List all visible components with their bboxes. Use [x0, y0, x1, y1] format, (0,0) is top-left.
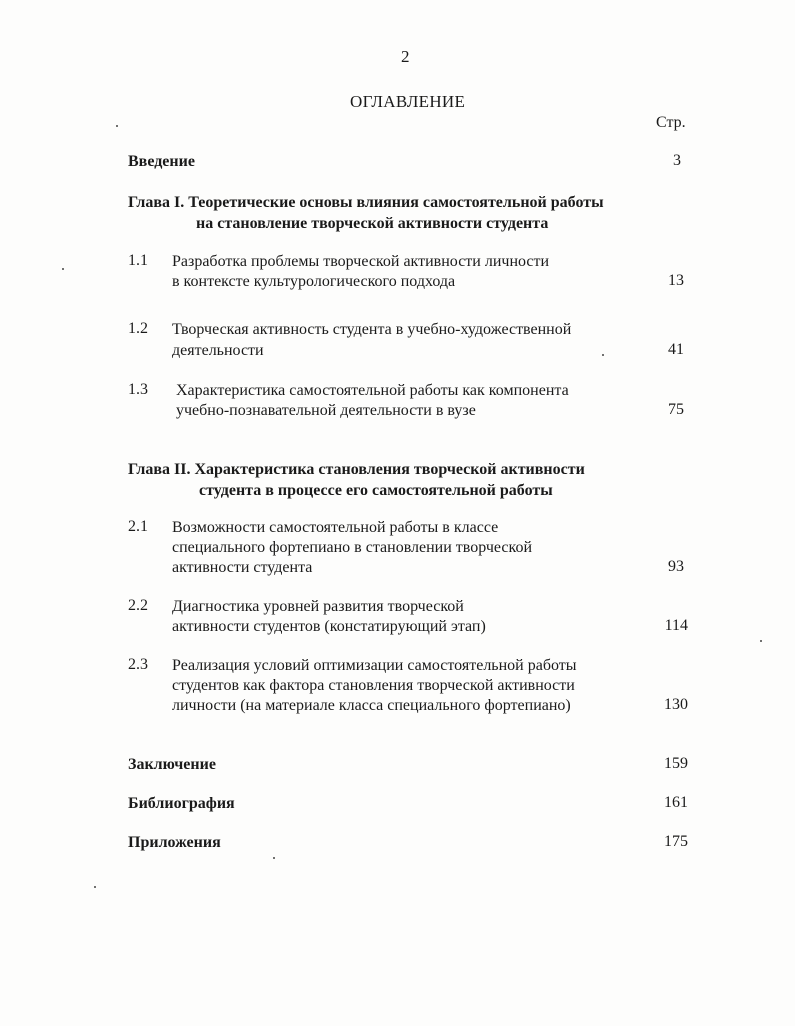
page-number: 2 — [401, 47, 410, 66]
section-title-line: в контексте культурологического подхода — [172, 273, 456, 290]
scan-speck — [602, 354, 604, 356]
section-title-line: специального фортепиано в становлении творческой — [172, 539, 533, 556]
chapter-1-heading-line1: Глава I. Теоретические основы влияния самостоятельной работы — [128, 194, 604, 211]
section-title-line: активности студента — [172, 559, 313, 576]
section-title-line: деятельности — [172, 342, 264, 359]
toc-entry-conclusion-label: Заключение — [128, 756, 216, 773]
section-page: 130 — [664, 696, 688, 713]
section-title-line: Разработка проблемы творческой активности личности — [172, 253, 550, 270]
scan-speck — [760, 640, 762, 642]
toc-entry-appendices-page: 175 — [664, 833, 688, 850]
section-page: 93 — [668, 558, 684, 575]
toc-title: ОГЛАВЛЕНИЕ — [350, 92, 466, 111]
scan-speck — [62, 268, 64, 270]
scan-speck — [273, 857, 275, 859]
section-page: 41 — [668, 341, 684, 358]
section-page: 13 — [668, 272, 684, 289]
page-column-header: Стр. — [656, 114, 686, 131]
toc-entry-appendices-label: Приложения — [128, 834, 221, 851]
scan-speck — [116, 125, 118, 127]
toc-entry-bibliography-page: 161 — [664, 794, 688, 811]
section-page: 75 — [668, 401, 684, 418]
chapter-2-heading-line1: Глава II. Характеристика становления творческой активности — [128, 461, 585, 478]
section-number: 1.3 — [128, 381, 148, 398]
section-page: 114 — [664, 617, 688, 634]
section-title-line: личности (на материале класса специального фортепиано) — [172, 697, 571, 714]
toc-entry-conclusion-page: 159 — [664, 755, 688, 772]
section-title-line: Характеристика самостоятельной работы как компонента — [176, 382, 569, 399]
section-title-line: Реализация условий оптимизации самостоятельной работы — [172, 657, 577, 674]
section-number: 1.1 — [128, 252, 148, 269]
section-title-line: Творческая активность студента в учебно-художественной — [172, 321, 572, 338]
section-title-line: Возможности самостоятельной работы в классе — [172, 519, 499, 536]
scan-speck — [94, 886, 96, 888]
section-number: 2.2 — [128, 597, 148, 614]
chapter-2-heading-line2: студента в процессе его самостоятельной работы — [199, 482, 553, 499]
chapter-1-heading-line2: на становление творческой активности студента — [196, 215, 549, 232]
section-number: 2.1 — [128, 518, 148, 535]
toc-entry-intro-page: 3 — [673, 152, 681, 169]
section-title-line: активности студентов (констатирующий этап) — [172, 618, 486, 635]
toc-entry-intro-label: Введение — [128, 153, 195, 170]
section-number: 1.2 — [128, 320, 148, 337]
section-title-line: Диагностика уровней развития творческой — [172, 598, 464, 615]
section-title-line: учебно-познавательной деятельности в вузе — [176, 402, 476, 419]
section-title-line: студентов как фактора становления творческой активности — [172, 677, 575, 694]
section-number: 2.3 — [128, 656, 148, 673]
toc-entry-bibliography-label: Библиография — [128, 795, 235, 812]
